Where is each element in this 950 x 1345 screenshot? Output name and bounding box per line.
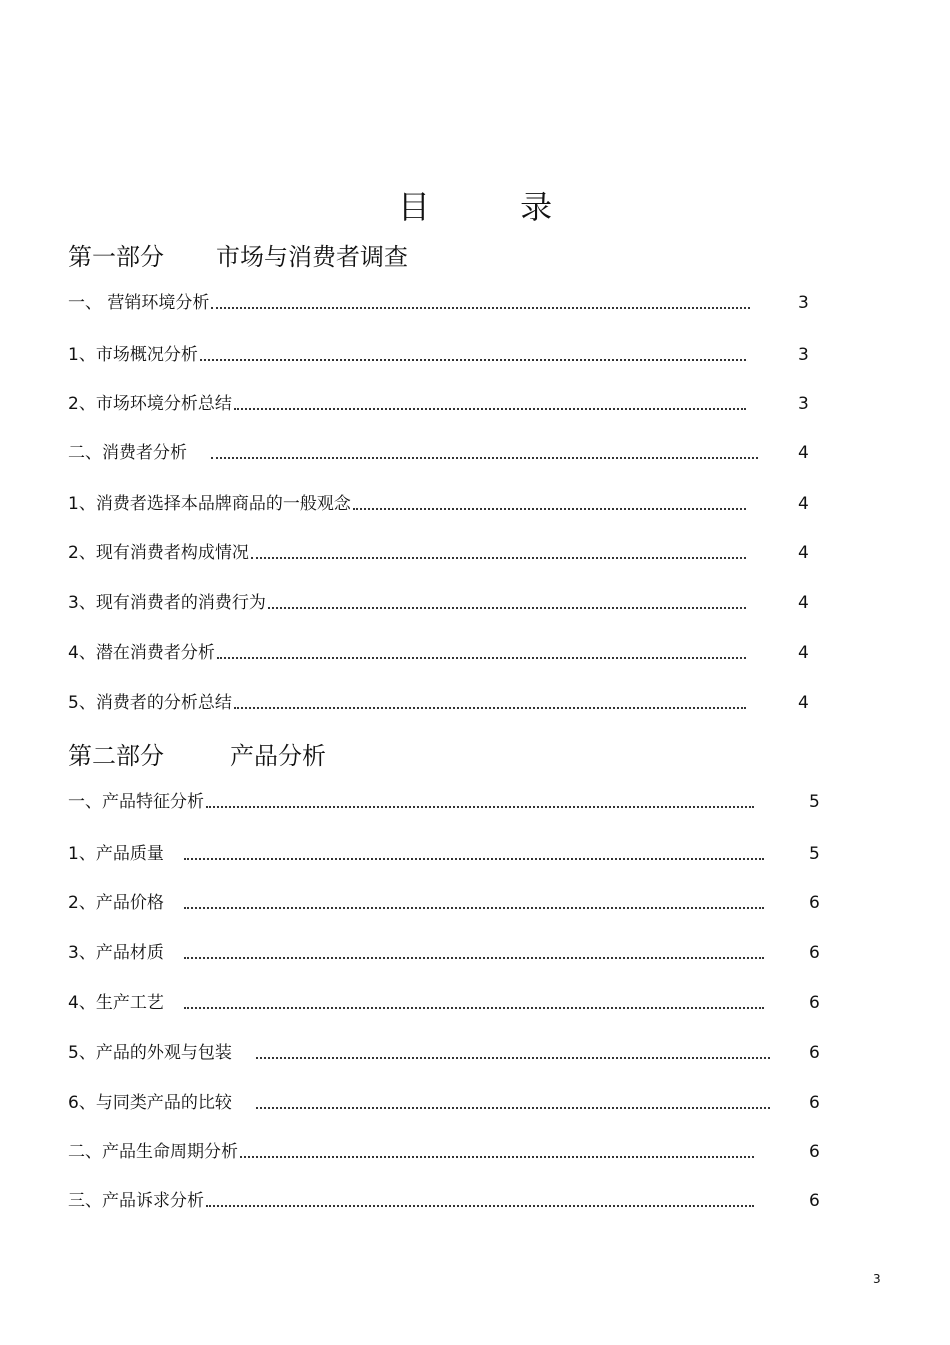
toc-entry[interactable] — [68, 540, 809, 566]
dot-leader — [184, 858, 764, 860]
dot-leader — [240, 1156, 754, 1158]
toc-entry[interactable] — [68, 841, 820, 867]
toc-entry-page: 6 — [809, 1093, 820, 1113]
dot-leader — [353, 508, 746, 510]
toc-entry[interactable] — [68, 940, 820, 966]
toc-entry-page: 6 — [809, 1191, 820, 1211]
toc-entry-page: 3 — [798, 345, 809, 365]
toc-entry-label: 3、现有消费者的消费行为 — [68, 593, 266, 613]
toc-entry-page: 3 — [798, 293, 809, 313]
toc-entry[interactable] — [68, 1090, 820, 1116]
toc-entry-label: 三、产品诉求分析 — [68, 1191, 204, 1211]
toc-entry-label: 3、产品材质 — [68, 943, 164, 963]
part-heading-2 — [68, 736, 326, 771]
part-subtitle: 市场与消费者调查 — [216, 243, 408, 271]
toc-entry-page: 6 — [809, 1142, 820, 1162]
toc-entry[interactable] — [68, 491, 809, 517]
toc-entry-page: 3 — [798, 394, 809, 414]
dot-leader — [234, 707, 746, 709]
toc-entry[interactable] — [68, 890, 820, 916]
toc-entry[interactable] — [68, 640, 809, 666]
part-label: 第二部分 — [68, 742, 164, 770]
toc-entry-label: 2、市场环境分析总结 — [68, 394, 232, 414]
toc-entry[interactable] — [68, 1188, 820, 1214]
dot-leader — [200, 359, 746, 361]
dot-leader — [211, 457, 758, 459]
toc-entry-label: 4、生产工艺 — [68, 993, 164, 1013]
toc-entry[interactable] — [68, 440, 809, 466]
toc-entry-label: 2、产品价格 — [68, 893, 164, 913]
toc-entry-page: 4 — [798, 693, 809, 713]
dot-leader — [184, 957, 764, 959]
toc-entry-label: 2、现有消费者构成情况 — [68, 543, 249, 563]
toc-entry-label: 4、潜在消费者分析 — [68, 643, 215, 663]
toc-entry-page: 5 — [809, 792, 820, 812]
toc-entry-label: 一、 营销环境分析 — [68, 293, 210, 313]
part-subtitle: 产品分析 — [230, 742, 326, 770]
toc-entry-label: 一、产品特征分析 — [68, 792, 204, 812]
toc-entry-page: 6 — [809, 893, 820, 913]
toc-entry-label: 二、消费者分析 — [68, 443, 187, 463]
toc-entry-label: 二、产品生命周期分析 — [68, 1142, 238, 1162]
toc-entry[interactable] — [68, 1040, 820, 1066]
toc-entry[interactable] — [68, 789, 820, 815]
dot-leader — [184, 907, 764, 909]
dot-leader — [256, 1057, 770, 1059]
toc-entry-page: 4 — [798, 593, 809, 613]
dot-leader — [206, 806, 754, 808]
toc-entry-page: 4 — [798, 494, 809, 514]
dot-leader — [234, 408, 746, 410]
toc-title: 目 录 — [397, 188, 593, 226]
page-number: 3 — [873, 1272, 881, 1286]
dot-leader — [217, 657, 746, 659]
toc-entry-label: 6、与同类产品的比较 — [68, 1093, 232, 1113]
part-label: 第一部分 — [68, 243, 164, 271]
dot-leader — [211, 307, 750, 309]
toc-entry-page: 6 — [809, 993, 820, 1013]
toc-entry-page: 5 — [809, 844, 820, 864]
toc-entry[interactable] — [68, 990, 820, 1016]
toc-entry[interactable] — [68, 391, 809, 417]
toc-entry-label: 1、消费者选择本品牌商品的一般观念 — [68, 494, 351, 514]
toc-entry-page: 6 — [809, 943, 820, 963]
toc-entry[interactable] — [68, 290, 809, 316]
dot-leader — [251, 557, 746, 559]
toc-entry[interactable] — [68, 590, 809, 616]
toc-entry-label: 5、产品的外观与包装 — [68, 1043, 232, 1063]
toc-entry-page: 4 — [798, 643, 809, 663]
toc-entry[interactable] — [68, 1139, 820, 1165]
part-heading-1 — [68, 237, 408, 272]
dot-leader — [184, 1007, 764, 1009]
toc-entry-page: 6 — [809, 1043, 820, 1063]
toc-entry-page: 4 — [798, 443, 809, 463]
dot-leader — [268, 607, 746, 609]
toc-entry-label: 1、市场概况分析 — [68, 345, 198, 365]
toc-entry[interactable] — [68, 342, 809, 368]
toc-entry-label: 5、消费者的分析总结 — [68, 693, 232, 713]
dot-leader — [206, 1205, 754, 1207]
toc-entry[interactable] — [68, 690, 809, 716]
toc-entry-page: 4 — [798, 543, 809, 563]
toc-entry-label: 1、产品质量 — [68, 844, 164, 864]
dot-leader — [256, 1107, 770, 1109]
